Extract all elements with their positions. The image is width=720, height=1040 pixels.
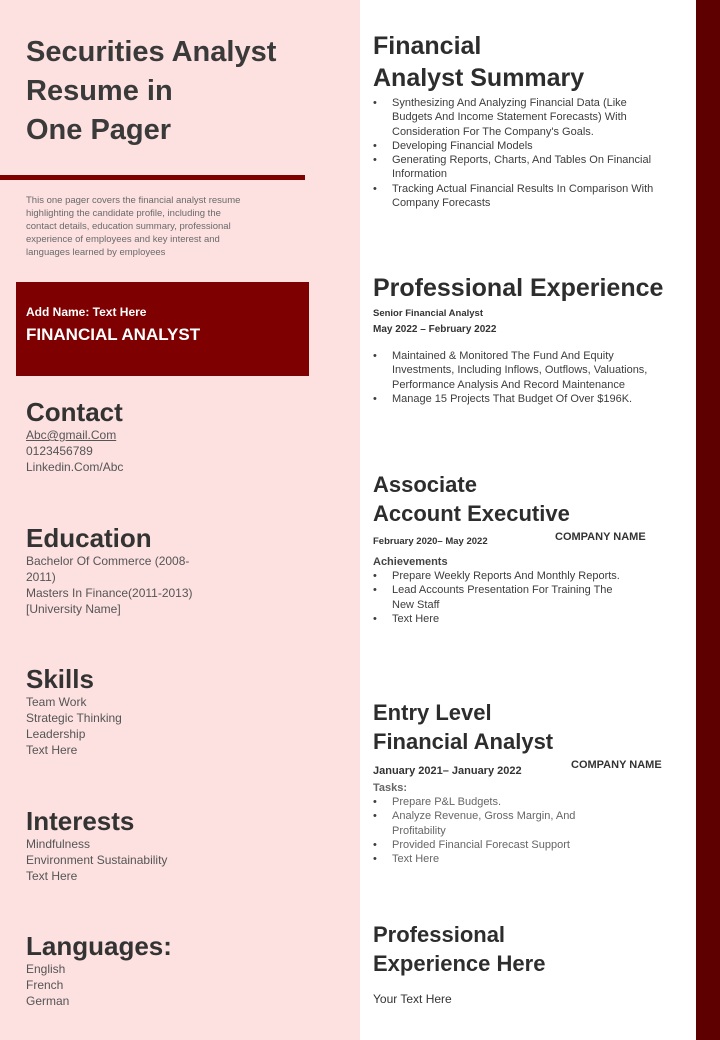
list-item-line: Information — [392, 168, 448, 181]
title-line: Resume in — [26, 75, 173, 107]
associate-section — [373, 470, 691, 626]
skill-item: Strategic Thinking — [26, 711, 122, 725]
list-item — [373, 838, 691, 852]
profile-role: FINANCIAL ANALYST — [26, 325, 201, 344]
interest-item: Environment Sustainability — [26, 853, 168, 867]
extra-heading-line: Experience Here — [373, 951, 546, 976]
interests-section — [26, 806, 226, 884]
entry-heading — [373, 698, 691, 756]
list-item-line: Budgets And Income Statement Forecasts) With — [392, 111, 627, 124]
title-divider — [0, 175, 305, 180]
education-line: Bachelor Of Commerce (2008- — [26, 554, 190, 568]
list-item — [373, 795, 691, 809]
list-item-line: • Text Here — [392, 853, 440, 866]
resume-title — [26, 33, 336, 150]
list-item — [373, 392, 691, 406]
list-item-line: • Prepare Weekly Reports And Monthly Reports. — [392, 570, 620, 582]
list-item — [373, 569, 691, 583]
list-item — [373, 809, 691, 838]
entry-section — [373, 698, 691, 866]
title-line: One Pager — [26, 114, 172, 146]
list-item-line: • Manage 15 Projects That Budget Of Over $196K. — [392, 392, 633, 405]
list-item-line: • Provided Financial Forecast Support — [392, 838, 570, 851]
interest-item: Text Here — [26, 869, 78, 883]
entry-heading-line: Financial Analyst — [373, 729, 554, 754]
entry-dateline — [373, 761, 691, 777]
languages-section — [26, 931, 226, 1009]
associate-heading-line: Account Executive — [373, 501, 570, 526]
interest-item: Mindfulness — [26, 837, 91, 851]
summary-heading — [373, 30, 691, 94]
extra-heading — [373, 920, 691, 978]
list-item-line: • Text Here — [392, 612, 440, 625]
intro-line: contact details, education summary, professional — [26, 221, 231, 232]
entry-company: COMPANY NAME — [571, 759, 662, 771]
skill-item: Leadership — [26, 727, 86, 741]
achievements-list — [373, 569, 691, 626]
profile-name: Add Name: Text Here — [26, 305, 147, 319]
entry-dates: January 2021– January 2022 — [373, 765, 522, 777]
education-line: Masters In Finance(2011-2013) — [26, 586, 193, 600]
extra-section — [373, 920, 691, 1007]
education-heading: Education — [26, 523, 152, 553]
summary-heading-line: Financial — [373, 32, 482, 60]
contact-heading: Contact — [26, 397, 123, 427]
job-title: Senior Financial Analyst — [373, 308, 483, 319]
education-line: 2011) — [26, 570, 56, 584]
list-item — [373, 349, 691, 392]
extra-heading-line: Professional — [373, 922, 506, 947]
associate-dateline — [373, 531, 691, 547]
list-item-line: • Analyze Revenue, Gross Margin, And — [392, 810, 576, 823]
achievements-label: Achievements — [373, 556, 448, 568]
linkedin-url: Linkedin.Com/Abc — [26, 460, 124, 474]
education-section — [26, 523, 226, 617]
experience-heading: Professional Experience — [373, 274, 664, 302]
extra-text: Your Text Here — [373, 992, 452, 1006]
languages-heading: Languages: — [26, 931, 172, 961]
list-item — [373, 96, 691, 139]
associate-heading-line: Associate — [373, 472, 477, 497]
list-item-line: Profitability — [392, 824, 446, 837]
list-item — [373, 139, 691, 153]
intro-line: This one pager covers the financial analyst resume — [26, 195, 241, 206]
list-item-line: Consideration For The Company's Goals. — [392, 125, 594, 138]
list-item-line: Investments, Including Inflows, Outflows, Valuations, — [392, 364, 648, 377]
skill-item: Text Here — [26, 743, 78, 757]
phone-number: 0123456789 — [26, 444, 93, 458]
contact-section — [26, 397, 226, 475]
list-item-line: • Lead Accounts Presentation For Training The — [392, 584, 613, 597]
interests-heading: Interests — [26, 806, 135, 836]
list-item-line: Performance Analysis And Record Maintenance — [392, 378, 625, 391]
language-item: French — [26, 978, 64, 992]
list-item-line: Company Forecasts — [392, 197, 491, 210]
profile-box — [16, 282, 309, 376]
experience-list — [373, 349, 691, 406]
skill-item: Team Work — [26, 695, 87, 709]
tasks-label: Tasks: — [373, 782, 408, 794]
list-item-line: • Developing Financial Models — [392, 139, 533, 152]
intro-text — [26, 194, 278, 259]
list-item-line: • Tracking Actual Financial Results In Comparison With — [392, 182, 654, 195]
list-item — [373, 153, 691, 182]
intro-line: experience of employees and key interest and — [26, 234, 220, 245]
summary-list — [373, 96, 691, 210]
list-item-line: • Synthesizing And Analyzing Financial Data (Like — [392, 97, 627, 109]
list-item-line: • Prepare P&L Budgets. — [392, 796, 502, 808]
list-item — [373, 583, 691, 612]
associate-company: COMPANY NAME — [555, 531, 646, 543]
summary-section — [373, 30, 691, 210]
language-item: English — [26, 962, 66, 976]
entry-heading-line: Entry Level — [373, 700, 492, 725]
experience-section — [373, 272, 691, 406]
list-item — [373, 852, 691, 866]
title-line: Securities Analyst — [26, 36, 277, 68]
language-item: German — [26, 994, 70, 1008]
list-item-line: • Maintained & Monitored The Fund And Equity — [392, 350, 614, 362]
education-line: [University Name] — [26, 602, 121, 616]
list-item-line: • Generating Reports, Charts, And Tables On Financial — [392, 154, 652, 167]
job-dates: May 2022 – February 2022 — [373, 324, 497, 335]
skills-heading: Skills — [26, 664, 94, 694]
skills-section — [26, 664, 226, 758]
associate-heading — [373, 470, 691, 528]
list-item — [373, 612, 691, 626]
intro-line: languages learned by employees — [26, 247, 166, 258]
intro-line: highlighting the candidate profile, including the — [26, 208, 221, 219]
summary-heading-line: Analyst Summary — [373, 64, 585, 92]
associate-dates: February 2020– May 2022 — [373, 536, 488, 547]
right-accent-bar — [696, 0, 720, 1040]
email-link[interactable]: Abc@gmail.Com — [26, 428, 117, 442]
tasks-list — [373, 795, 691, 866]
list-item — [373, 182, 691, 211]
list-item-line: New Staff — [392, 598, 440, 611]
